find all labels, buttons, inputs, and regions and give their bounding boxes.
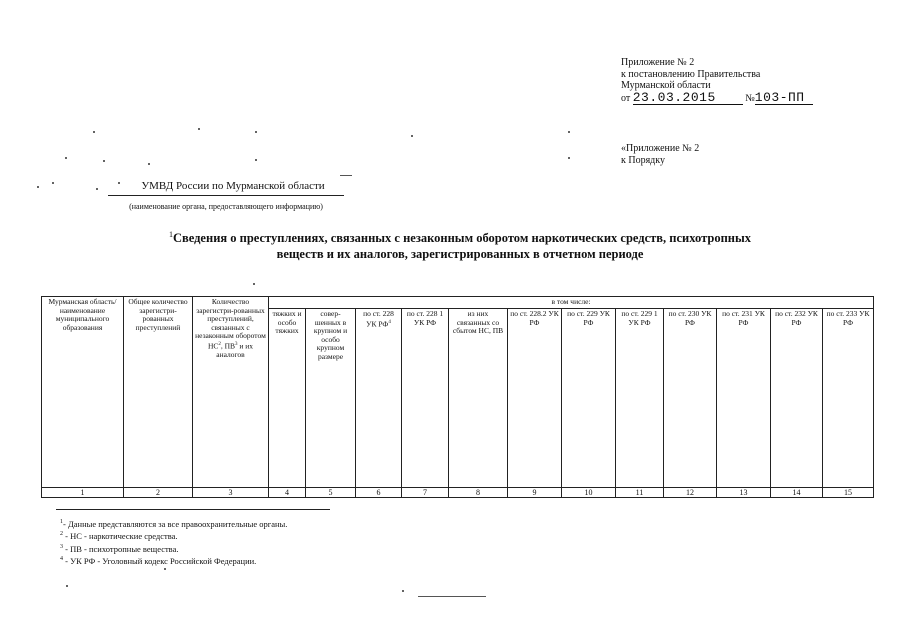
column-number-row: [42, 488, 874, 498]
column-number: 15: [823, 488, 874, 498]
column-number: 1: [42, 488, 124, 498]
header-sub-10: по ст. 231 УК РФ: [717, 309, 771, 488]
header-sub-3: по ст. 228 УК $РФ^4$: [356, 309, 402, 488]
title-line-2: веществ и их аналогов, зарегистрированных в отчетном периоде: [276, 247, 644, 262]
appendix-date-line: [621, 89, 881, 105]
organization-block: [108, 180, 344, 211]
scan-speck: [418, 596, 486, 597]
column-number: 6: [356, 488, 402, 498]
header-sub-7: по ст. 229 УК РФ: [562, 309, 616, 488]
number-prefix: №: [745, 92, 755, 104]
column-number: 12: [664, 488, 717, 498]
header-drug-crimes: Количество зарегистри-рованных преступлений, связанных с незаконным оборотом $НС^2$, $ПВ^3$ и их аналогов: [193, 297, 269, 488]
footnotes: [60, 517, 287, 566]
scan-speck: [96, 188, 98, 190]
footnote-1: $^1$- Данные представляются за все правоохранительные органы.: [60, 518, 288, 529]
column-number: 10: [562, 488, 616, 498]
scan-speck: [66, 585, 68, 587]
column-number: 11: [616, 488, 664, 498]
title-footnote-marker: 1: [168, 230, 173, 239]
scan-speck: [402, 590, 404, 592]
scan-speck: [255, 131, 257, 133]
crime-statistics-table: [41, 296, 874, 498]
header-sub-5: из них связанных со сбытом НС, ПВ: [449, 309, 508, 488]
column-number: 2: [124, 488, 193, 498]
scan-speck: [37, 186, 39, 188]
header-sub-1: тяжких и особо тяжких: [269, 309, 306, 488]
organization-caption: (наименование органа, предоставляющего информацию): [129, 202, 323, 211]
footnote-3: $^3$ - ПВ - психотропные вещества.: [60, 543, 179, 554]
scan-speck: [52, 182, 54, 184]
column-number: 5: [306, 488, 356, 498]
appendix-number: 103-ПП: [754, 89, 805, 105]
footnote-2: $^2$ - НС - наркотические средства.: [60, 531, 178, 542]
header-sub-2: совер-шенных в крупном и особо крупном размере: [306, 309, 356, 488]
header-region: Мурманская область/ наименование муниципального образования: [42, 297, 124, 488]
scan-speck: [568, 131, 570, 133]
appendix-line-1: Приложение № 2: [621, 57, 695, 68]
appendix2-line-1: «Приложение № 2: [621, 143, 700, 154]
organization-name: УМВД России по Мурманской области: [108, 180, 344, 196]
appendix2-header: [621, 143, 699, 166]
column-number: 9: [508, 488, 562, 498]
scan-speck: [65, 157, 67, 159]
header-total-crimes: Общее количество зарегистри-рованных преступлений: [124, 297, 193, 488]
header-sub-4: по ст. 228 1 УК РФ: [402, 309, 449, 488]
appendix-date: 23.03.2015: [632, 89, 716, 105]
header-sub-12: по ст. 233 УК РФ: [823, 309, 874, 488]
scan-speck: [255, 159, 257, 161]
document-title: [100, 227, 820, 262]
scan-speck: [198, 128, 200, 130]
scan-speck: [568, 157, 570, 159]
scan-speck: [103, 160, 105, 162]
scan-speck: [253, 283, 255, 285]
column-number: 4: [269, 488, 306, 498]
column-number: 8: [449, 488, 508, 498]
title-line-1: Сведения о преступлениях, связанных с незаконным оборотом наркотических средств, психотропных: [172, 231, 752, 246]
header-sub-9: по ст. 230 УК РФ: [664, 309, 717, 488]
date-prefix: от: [621, 92, 631, 104]
scan-speck: [340, 175, 352, 176]
scan-speck: [164, 568, 166, 570]
scan-speck: [411, 135, 413, 137]
header-including-group: в том числе:: [269, 297, 874, 309]
scan-speck: [148, 163, 150, 165]
header-sub-11: по ст. 232 УК РФ: [771, 309, 823, 488]
header-sub-6: по ст. 228.2 УК РФ: [508, 309, 562, 488]
appendix-header: [621, 57, 881, 105]
header-sub-8: по ст. 229 1 УК РФ: [616, 309, 664, 488]
scan-speck: [118, 182, 120, 184]
scan-speck: [93, 131, 95, 133]
column-number: 3: [193, 488, 269, 498]
column-number: 14: [771, 488, 823, 498]
footnote-4: $^4$ - УК РФ - Уголовный кодекс Российской Федерации.: [60, 555, 257, 566]
column-number: 13: [717, 488, 771, 498]
appendix2-line-2: к Порядку: [621, 154, 665, 166]
appendix-line-3: Мурманской области: [621, 80, 711, 91]
appendix-line-2: к постановлению Правительства: [621, 68, 761, 80]
footnote-separator: [56, 509, 330, 510]
column-number: 7: [402, 488, 449, 498]
